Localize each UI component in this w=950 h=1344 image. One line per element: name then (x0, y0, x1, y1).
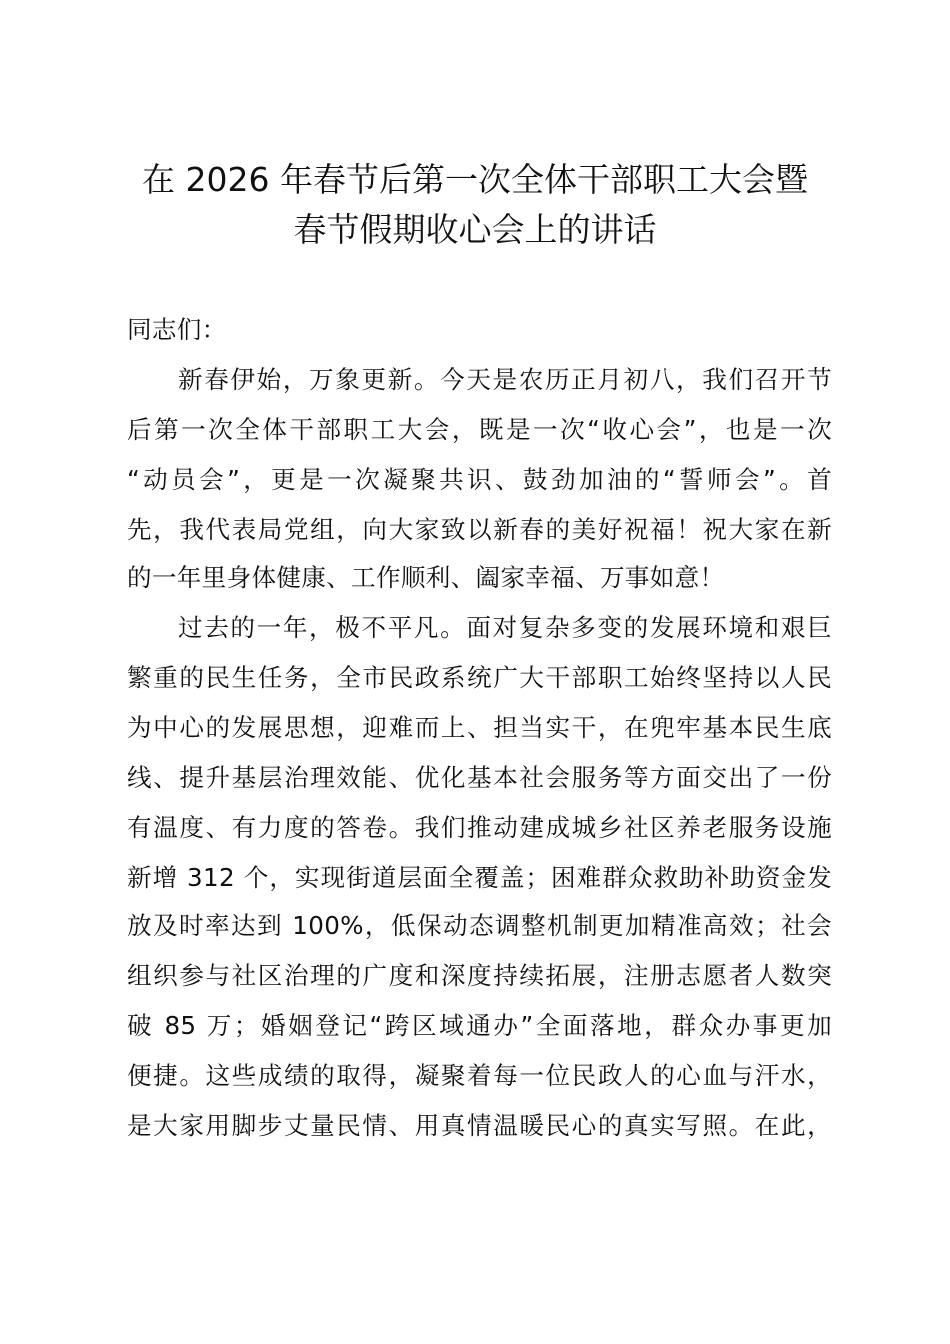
paragraph-2-line: 繁重的民生任务，全市民政系统广大干部职工始终坚持以人民 (127, 663, 832, 692)
paragraph-2-line: 破 85 万；婚姻登记“跨区域通办”全面落地，群众办事更加 (127, 1011, 832, 1040)
paragraph-2-line: 有温度、有力度的答卷。我们推动建成城乡社区养老服务设施 (127, 813, 832, 842)
salutation: 同志们： (127, 315, 227, 344)
paragraph-2-line: 为中心的发展思想，迎难而上、担当实干，在兜牢基本民生底 (127, 713, 832, 742)
paragraph-2-line: 放及时率达到 100%，低保动态调整机制更加精准高效；社会 (127, 911, 832, 940)
paragraph-2-line: 便捷。这些成绩的取得，凝聚着每一位民政人的心血与汗水， (127, 1061, 832, 1090)
paragraph-1-line: 先，我代表局党组，向大家致以新春的美好祝福！祝大家在新 (127, 515, 832, 544)
paragraph-1-line: 新春伊始，万象更新。今天是农历正月初八，我们召开节 (178, 365, 832, 394)
paragraph-2-line: 组织参与社区治理的广度和深度持续拓展，注册志愿者人数突 (127, 961, 832, 990)
document-title-line-1: 在 2026 年春节后第一次全体干部职工大会暨 (142, 160, 808, 199)
paragraph-1-line: 后第一次全体干部职工大会，既是一次“收心会”，也是一次 (127, 415, 832, 444)
paragraph-2-line: 新增 312 个，实现街道层面全覆盖；困难群众救助补助资金发 (127, 863, 832, 892)
paragraph-2-line: 线、提升基层治理效能、优化基本社会服务等方面交出了一份 (127, 763, 832, 792)
paragraph-1-line: “动员会”，更是一次凝聚共识、鼓劲加油的“誓师会”。首 (127, 465, 832, 494)
document-title-line-2: 春节假期收心会上的讲话 (293, 210, 657, 249)
paragraph-1-line: 的一年里身体健康、工作顺利、阖家幸福、万事如意！ (127, 563, 725, 592)
paragraph-2-line: 是大家用脚步丈量民情、用真情温暖民心的真实写照。在此， (127, 1111, 832, 1140)
paragraph-2-line: 过去的一年，极不平凡。面对复杂多变的发展环境和艰巨 (178, 613, 832, 642)
